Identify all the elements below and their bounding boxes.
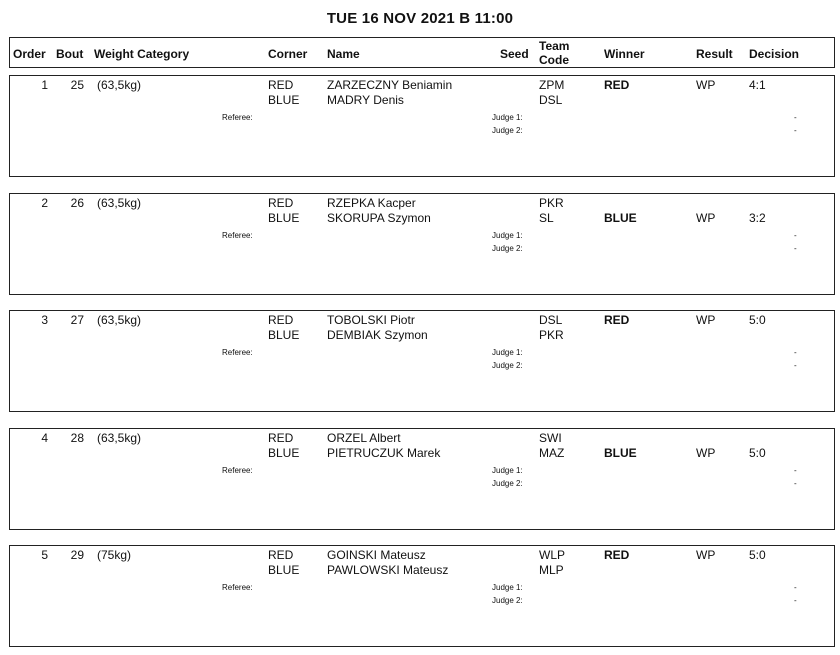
weight-category: (75kg)	[97, 548, 132, 562]
red-corner-label: RED	[268, 313, 294, 327]
decision: 3:2	[749, 211, 766, 225]
winner: BLUE	[604, 446, 637, 460]
decision: 5:0	[749, 446, 766, 460]
referee-label: Referee:	[222, 231, 253, 240]
red-corner-label: RED	[268, 431, 294, 445]
header-decision: Decision	[749, 47, 800, 61]
judge2-label: Judge 2:	[492, 244, 523, 253]
result: WP	[696, 313, 716, 327]
blue-team-code: MLP	[539, 563, 564, 577]
blue-team-code: DSL	[539, 93, 563, 107]
winner: RED	[604, 313, 630, 327]
blue-corner-label: BLUE	[268, 93, 300, 107]
result: WP	[696, 446, 716, 460]
blue-boxer-name: MADRY Denis	[327, 93, 404, 107]
bout-row	[9, 545, 835, 647]
bout-number: 28	[70, 431, 84, 445]
bout-row	[9, 310, 835, 412]
judge2-dash: -	[794, 361, 797, 370]
header-bout: Bout	[56, 47, 84, 61]
blue-boxer-name: PIETRUCZUK Marek	[327, 446, 441, 460]
judge1-label: Judge 1:	[492, 113, 523, 122]
red-corner-label: RED	[268, 78, 294, 92]
blue-team-code: MAZ	[539, 446, 565, 460]
header-team-code-line2: Code	[539, 53, 569, 67]
bout-row	[9, 193, 835, 295]
decision: 5:0	[749, 313, 766, 327]
header-team-code	[539, 39, 569, 67]
blue-boxer-name: DEMBIAK Szymon	[327, 328, 428, 342]
red-boxer-name: RZEPKA Kacper	[327, 196, 416, 210]
result: WP	[696, 78, 716, 92]
judge2-label: Judge 2:	[492, 596, 523, 605]
blue-corner-label: BLUE	[268, 563, 300, 577]
decision: 5:0	[749, 548, 766, 562]
referee-label: Referee:	[222, 583, 253, 592]
red-team-code: SWI	[539, 431, 562, 445]
weight-category: (63,5kg)	[97, 431, 142, 445]
bout-number: 26	[70, 196, 84, 210]
bout-row	[9, 75, 835, 177]
header-name: Name	[327, 47, 360, 61]
red-team-code: DSL	[539, 313, 563, 327]
judge2-label: Judge 2:	[492, 361, 523, 370]
bout-order: 1	[41, 78, 48, 92]
bout-order: 3	[41, 313, 48, 327]
red-corner-label: RED	[268, 196, 294, 210]
blue-corner-label: BLUE	[268, 211, 300, 225]
header-weight-category: Weight Category	[94, 47, 190, 61]
winner: RED	[604, 548, 630, 562]
judge1-dash: -	[794, 113, 797, 122]
bout-order: 4	[41, 431, 48, 445]
red-corner-label: RED	[268, 548, 294, 562]
judge2-label: Judge 2:	[492, 479, 523, 488]
referee-label: Referee:	[222, 348, 253, 357]
header-result: Result	[696, 47, 733, 61]
judge1-dash: -	[794, 466, 797, 475]
header-seed: Seed	[500, 47, 529, 61]
judge1-label: Judge 1:	[492, 348, 523, 357]
judge2-dash: -	[794, 244, 797, 253]
bout-number: 25	[70, 78, 84, 92]
result: WP	[696, 548, 716, 562]
referee-label: Referee:	[222, 466, 253, 475]
weight-category: (63,5kg)	[97, 313, 142, 327]
winner: RED	[604, 78, 630, 92]
judge1-label: Judge 1:	[492, 231, 523, 240]
bout-order: 5	[41, 548, 48, 562]
judge2-dash: -	[794, 596, 797, 605]
judge2-dash: -	[794, 479, 797, 488]
red-boxer-name: ZARZECZNY Beniamin	[327, 78, 453, 92]
bout-row	[9, 428, 835, 530]
blue-team-code: SL	[539, 211, 554, 225]
bout-order: 2	[41, 196, 48, 210]
judge1-dash: -	[794, 348, 797, 357]
judge1-label: Judge 1:	[492, 466, 523, 475]
weight-category: (63,5kg)	[97, 196, 142, 210]
page-title: TUE 16 NOV 2021 B 11:00	[326, 10, 514, 27]
winner: BLUE	[604, 211, 637, 225]
result: WP	[696, 211, 716, 225]
red-team-code: WLP	[539, 548, 566, 562]
blue-team-code: PKR	[539, 328, 564, 342]
table-header	[9, 37, 835, 68]
blue-boxer-name: PAWLOWSKI Mateusz	[327, 563, 449, 577]
red-boxer-name: GOINSKI Mateusz	[327, 548, 426, 562]
header-corner: Corner	[268, 47, 308, 61]
header-team-code-line1: Team	[539, 39, 570, 53]
weight-category: (63,5kg)	[97, 78, 142, 92]
judge1-label: Judge 1:	[492, 583, 523, 592]
blue-boxer-name: SKORUPA Szymon	[327, 211, 431, 225]
blue-corner-label: BLUE	[268, 328, 300, 342]
judge1-dash: -	[794, 231, 797, 240]
header-winner: Winner	[604, 47, 645, 61]
decision: 4:1	[749, 78, 766, 92]
red-boxer-name: ORZEL Albert	[327, 431, 401, 445]
judge2-label: Judge 2:	[492, 126, 523, 135]
bout-number: 29	[70, 548, 84, 562]
blue-corner-label: BLUE	[268, 446, 300, 460]
red-team-code: ZPM	[539, 78, 565, 92]
judge2-dash: -	[794, 126, 797, 135]
referee-label: Referee:	[222, 113, 253, 122]
bout-number: 27	[70, 313, 84, 327]
header-order: Order	[13, 47, 46, 61]
judge1-dash: -	[794, 583, 797, 592]
red-boxer-name: TOBOLSKI Piotr	[327, 313, 415, 327]
red-team-code: PKR	[539, 196, 564, 210]
